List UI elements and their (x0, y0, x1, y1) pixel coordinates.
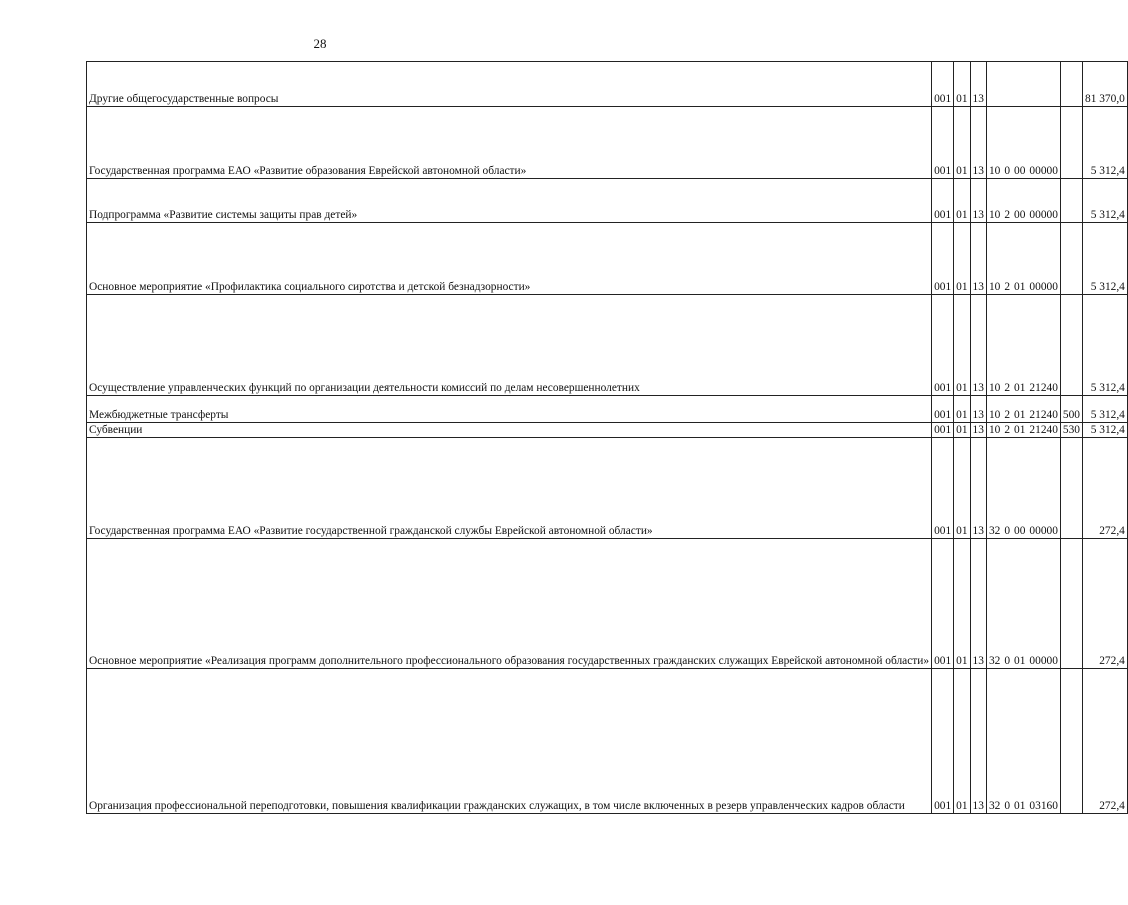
row-name: Основное мероприятие «Реализация программ дополнительного профессионального образования государственных гражданских служащих Еврейской автономной области» (87, 539, 932, 669)
table-row (87, 179, 1128, 223)
table-body (87, 62, 1128, 814)
row-target-program: 10 (986, 179, 1002, 223)
row-target-program: 10 (986, 396, 1002, 423)
row-amount: 5 312,4 (1083, 295, 1128, 396)
table-row (87, 107, 1128, 179)
row-section-code: 01 (954, 438, 970, 539)
table-row (87, 669, 1128, 814)
row-name: Государственная программа ЕАО «Развитие образования Еврейской автономной области» (87, 107, 932, 179)
row-target-subprogram: 0 (1002, 539, 1012, 669)
row-target-program: 10 (986, 295, 1002, 396)
row-section-code: 01 (954, 669, 970, 814)
row-target-direction: 00000 (1027, 438, 1060, 539)
row-section-code: 01 (954, 62, 970, 107)
row-amount: 272,4 (1083, 539, 1128, 669)
row-subsection-code: 13 (970, 539, 986, 669)
row-target-direction: 21240 (1027, 423, 1060, 438)
row-target-event: 00 (1012, 107, 1027, 179)
row-subsection-code: 13 (970, 62, 986, 107)
row-target-event: 00 (1012, 438, 1027, 539)
table-row (87, 223, 1128, 295)
row-target-event: 01 (1012, 669, 1027, 814)
row-name: Межбюджетные трансферты (87, 396, 932, 423)
row-amount: 81 370,0 (1083, 62, 1128, 107)
row-target-subprogram: 0 (1002, 107, 1012, 179)
row-subsection-code: 13 (970, 396, 986, 423)
table-row (87, 539, 1128, 669)
row-amount: 5 312,4 (1083, 179, 1128, 223)
row-target-program: 10 (986, 423, 1002, 438)
row-name: Основное мероприятие «Профилактика социального сиротства и детской безнадзорности» (87, 223, 932, 295)
row-ministry-code: 001 (932, 107, 954, 179)
row-target-program: 10 (986, 107, 1002, 179)
row-target-program: 10 (986, 223, 1002, 295)
table-row (87, 438, 1128, 539)
row-name: Организация профессиональной переподготовки, повышения квалификации гражданских служащих, в том числе включенных в резерв управленческих кадров области (87, 669, 932, 814)
row-target-event (1012, 62, 1027, 107)
row-target-event: 00 (1012, 179, 1027, 223)
row-name: Осуществление управленческих функций по организации деятельности комиссий по делам несовершеннолетних (87, 295, 932, 396)
row-target-event: 01 (1012, 539, 1027, 669)
row-expense-type (1060, 539, 1082, 669)
row-target-program: 32 (986, 539, 1002, 669)
row-section-code: 01 (954, 539, 970, 669)
row-target-event: 01 (1012, 295, 1027, 396)
row-target-direction: 21240 (1027, 396, 1060, 423)
row-subsection-code: 13 (970, 223, 986, 295)
row-target-program (986, 62, 1002, 107)
row-name: Субвенции (87, 423, 932, 438)
row-target-subprogram: 0 (1002, 669, 1012, 814)
row-subsection-code: 13 (970, 179, 986, 223)
row-expense-type (1060, 669, 1082, 814)
row-expense-type (1060, 223, 1082, 295)
row-target-event: 01 (1012, 396, 1027, 423)
row-section-code: 01 (954, 396, 970, 423)
row-amount: 5 312,4 (1083, 396, 1128, 423)
row-amount: 5 312,4 (1083, 423, 1128, 438)
row-section-code: 01 (954, 295, 970, 396)
row-ministry-code: 001 (932, 669, 954, 814)
row-target-event: 01 (1012, 223, 1027, 295)
row-target-subprogram: 2 (1002, 295, 1012, 396)
row-target-direction: 00000 (1027, 539, 1060, 669)
row-ministry-code: 001 (932, 223, 954, 295)
row-subsection-code: 13 (970, 295, 986, 396)
row-target-subprogram: 2 (1002, 179, 1012, 223)
row-amount: 272,4 (1083, 438, 1128, 539)
row-name: Государственная программа ЕАО «Развитие государственной гражданской службы Еврейской автономной области» (87, 438, 932, 539)
row-target-direction: 00000 (1027, 107, 1060, 179)
row-target-program: 32 (986, 669, 1002, 814)
row-ministry-code: 001 (932, 396, 954, 423)
row-expense-type (1060, 107, 1082, 179)
row-expense-type (1060, 179, 1082, 223)
row-section-code: 01 (954, 423, 970, 438)
row-ministry-code: 001 (932, 438, 954, 539)
row-ministry-code: 001 (932, 423, 954, 438)
row-name: Другие общегосударственные вопросы (87, 62, 932, 107)
row-expense-type (1060, 62, 1082, 107)
page-number: 28 (313, 36, 327, 51)
row-section-code: 01 (954, 223, 970, 295)
row-subsection-code: 13 (970, 423, 986, 438)
row-subsection-code: 13 (970, 438, 986, 539)
row-expense-type (1060, 295, 1082, 396)
row-amount: 272,4 (1083, 669, 1128, 814)
row-ministry-code: 001 (932, 62, 954, 107)
row-ministry-code: 001 (932, 539, 954, 669)
row-target-subprogram: 2 (1002, 396, 1012, 423)
row-target-program: 32 (986, 438, 1002, 539)
row-amount: 5 312,4 (1083, 223, 1128, 295)
table-row (87, 423, 1128, 438)
table-row (87, 396, 1128, 423)
row-ministry-code: 001 (932, 179, 954, 223)
row-target-subprogram: 0 (1002, 438, 1012, 539)
row-target-subprogram (1002, 62, 1012, 107)
row-amount: 5 312,4 (1083, 107, 1128, 179)
row-expense-type: 530 (1060, 423, 1082, 438)
row-expense-type (1060, 438, 1082, 539)
budget-table (86, 61, 1128, 814)
row-subsection-code: 13 (970, 107, 986, 179)
row-expense-type: 500 (1060, 396, 1082, 423)
row-section-code: 01 (954, 107, 970, 179)
row-target-direction (1027, 62, 1060, 107)
row-target-direction: 00000 (1027, 223, 1060, 295)
row-subsection-code: 13 (970, 669, 986, 814)
row-target-event: 01 (1014, 424, 1026, 436)
row-section-code: 01 (954, 179, 970, 223)
table-row (87, 62, 1128, 107)
row-name: Подпрограмма «Развитие системы защиты прав детей» (87, 179, 932, 223)
row-target-subprogram: 2 (1002, 223, 1012, 295)
table-row (87, 295, 1128, 396)
row-target-direction: 21240 (1027, 295, 1060, 396)
row-target-direction: 03160 (1027, 669, 1060, 814)
row-target-direction: 00000 (1027, 179, 1060, 223)
row-target-subprogram: 2 (1004, 424, 1011, 436)
row-ministry-code: 001 (932, 295, 954, 396)
